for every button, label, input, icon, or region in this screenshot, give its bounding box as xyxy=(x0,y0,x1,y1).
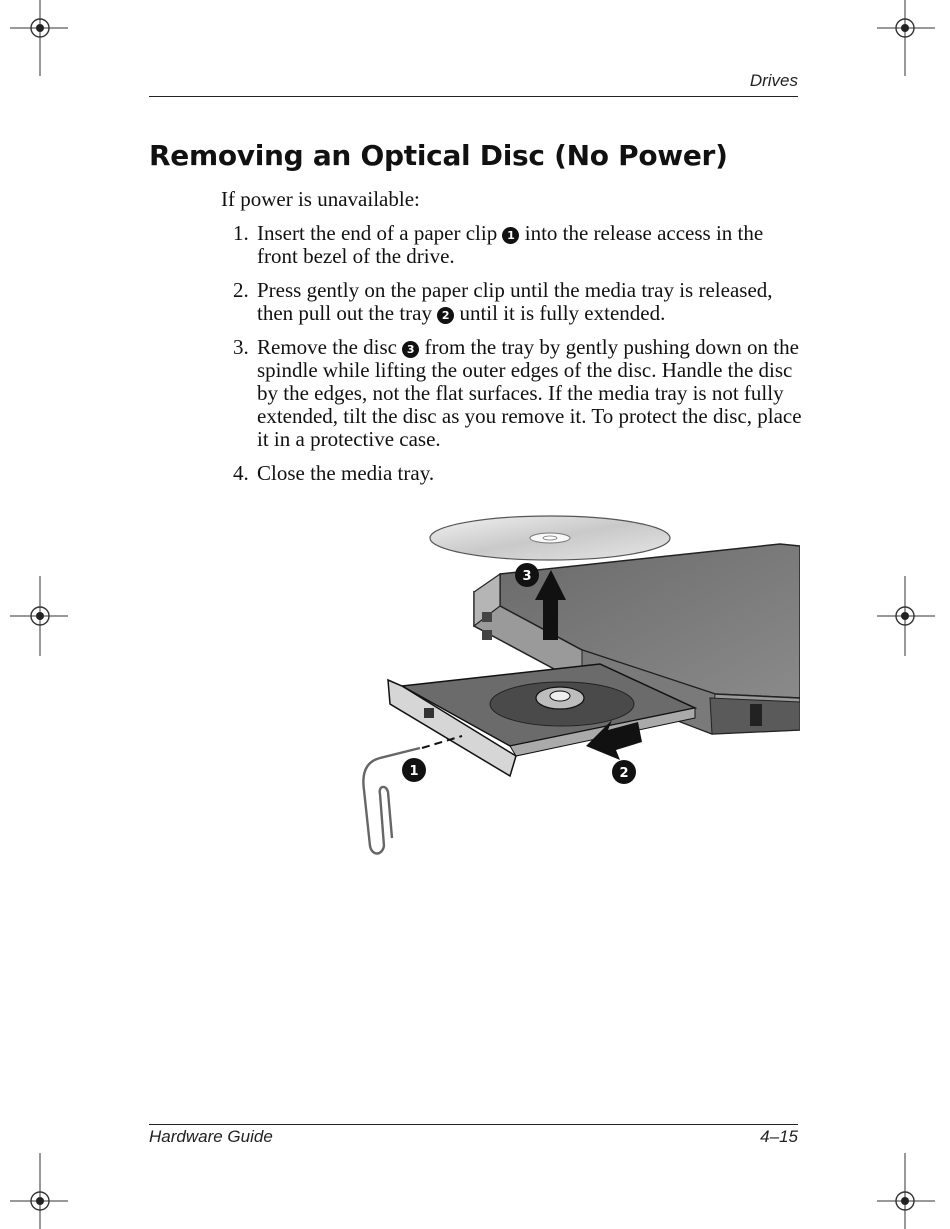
step-text-after: until it is fully extended. xyxy=(454,301,666,325)
step-text-before: Remove the disc xyxy=(257,335,403,359)
callout-marker: 1 xyxy=(502,227,519,244)
callout-badge-3 xyxy=(515,563,539,587)
page-number: 4–15 xyxy=(760,1127,798,1146)
step-number: 1. xyxy=(233,221,249,245)
callout-badge-label: 1 xyxy=(409,764,419,779)
steps-list xyxy=(233,222,803,496)
step-text-after: into the release access in the front bezel of the drive. xyxy=(257,221,764,268)
step-text: Close the media tray. xyxy=(257,461,435,485)
section-title: Removing an Optical Disc (No Power) xyxy=(149,139,728,172)
step-item xyxy=(233,222,803,268)
step-number: 4. xyxy=(233,461,249,485)
crop-mark-top-right xyxy=(875,0,935,80)
step-number: 2. xyxy=(233,278,249,302)
step-text-after: from the tray by gently pushing down on the spindle while lifting the outer edges of the disc. Handle the disc by the edges, not the flat surfaces. If the media tray is not fully extended, tilt the disc as you remove it. To protect the disc, place it in a protective case. xyxy=(257,335,802,451)
crop-mark-mid-right xyxy=(875,576,935,656)
step-text-before: Insert the end of a paper clip xyxy=(257,221,503,245)
callout-badge-2 xyxy=(612,760,636,784)
crop-mark-top-left xyxy=(10,0,70,80)
callout-marker: 2 xyxy=(437,307,454,324)
step-text xyxy=(257,279,803,325)
footer-guide-name: Hardware Guide xyxy=(149,1127,273,1146)
callout-badge-label: 2 xyxy=(619,766,629,781)
step-number: 3. xyxy=(233,335,249,359)
optical-disc xyxy=(430,516,670,560)
step-text xyxy=(257,222,803,268)
disc-removal-illustration xyxy=(350,508,800,860)
footer-rule xyxy=(149,1124,798,1125)
step-item xyxy=(233,279,803,325)
step-text-before: Press gently on the paper clip until the media tray is released, then pull out the tray xyxy=(257,278,773,325)
step-item xyxy=(233,462,803,485)
crop-mark-bottom-left xyxy=(10,1149,70,1229)
header-rule xyxy=(149,96,798,97)
crop-mark-bottom-right xyxy=(875,1149,935,1229)
step-text xyxy=(257,336,803,451)
callout-badge-label: 3 xyxy=(522,569,532,584)
step-item xyxy=(233,336,803,451)
intro-text: If power is unavailable: xyxy=(221,187,420,211)
callout-badge-1 xyxy=(402,758,426,782)
crop-mark-mid-left xyxy=(10,576,70,656)
running-header: Drives xyxy=(749,71,798,90)
paper-clip xyxy=(363,736,462,854)
callout-marker: 3 xyxy=(402,341,419,358)
